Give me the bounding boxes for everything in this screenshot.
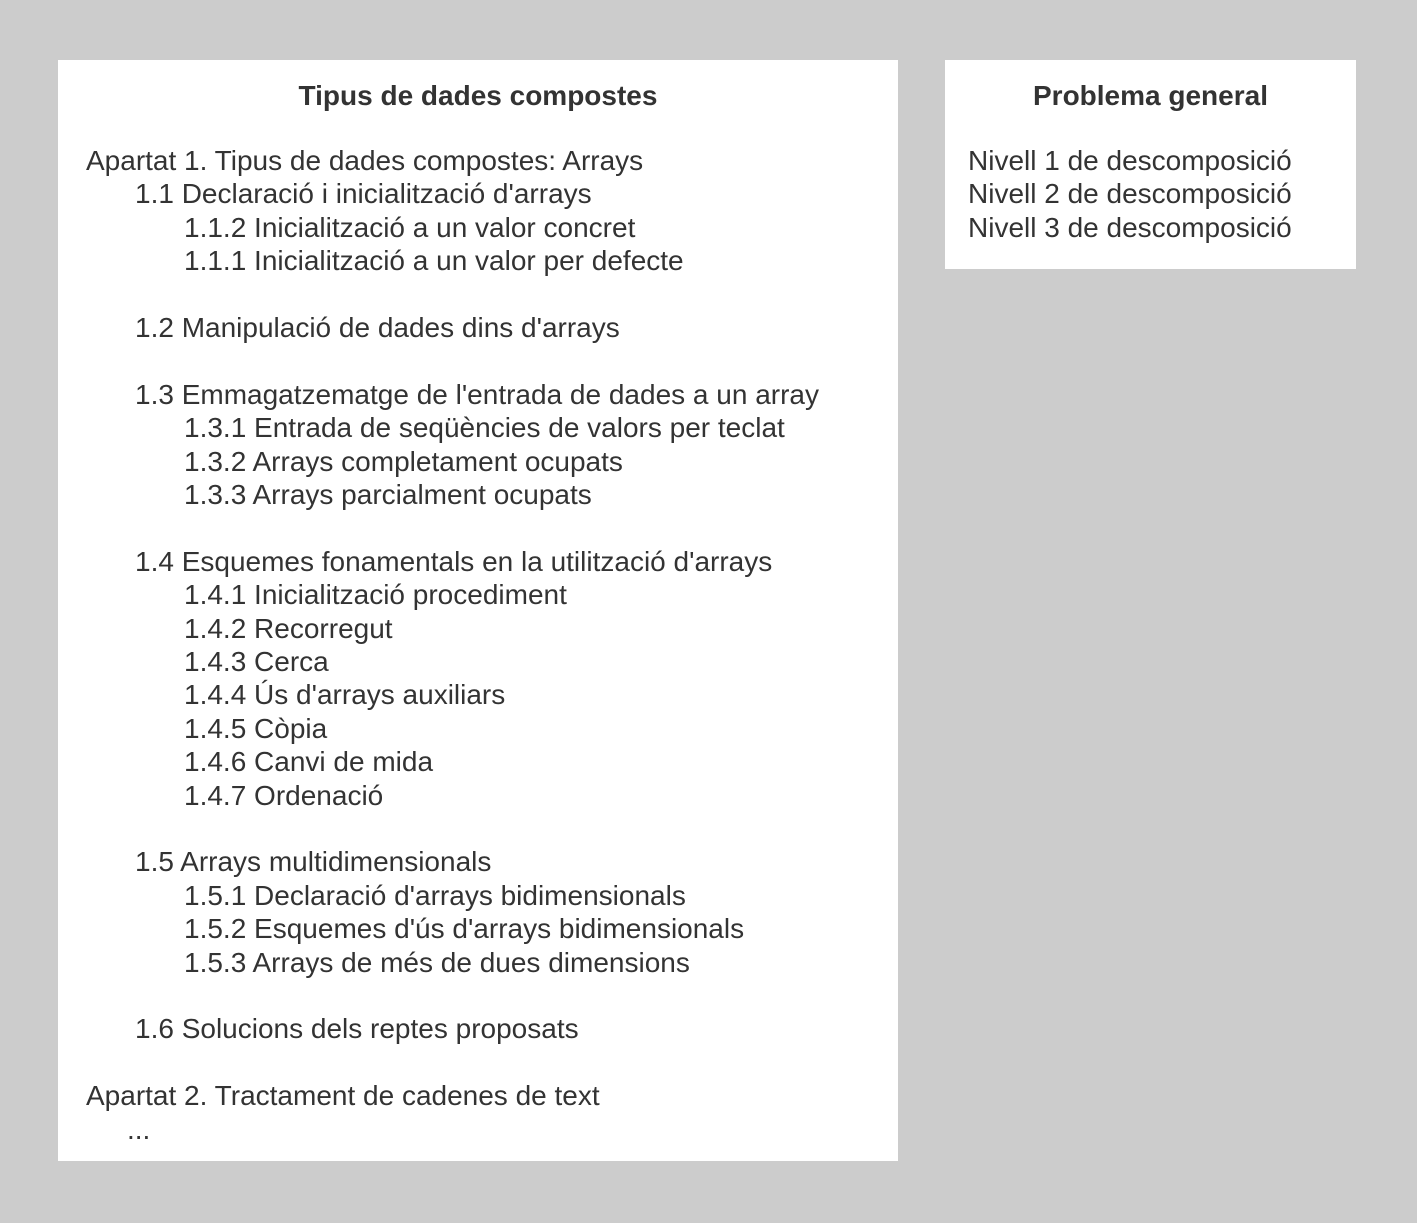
outline-item-level-2: 1.6 Solucions dels reptes proposats [135, 1013, 579, 1045]
legend-item: Nivell 1 de descomposició [968, 145, 1292, 176]
outline-title: Tipus de dades compostes [298, 80, 658, 111]
outline-item-level-3: 1.4.2 Recorregut [184, 612, 393, 644]
outline-item-level-3: 1.3.3 Arrays parcialment ocupats [184, 479, 592, 510]
outline-item-level-3: 1.5.2 Esquemes d'ús d'arrays bidimensionals [184, 913, 745, 945]
outline-item-level-2: 1.2 Manipulació de dades dins d'arrays [135, 312, 620, 343]
outline-item-level-3: 1.4.3 Cerca [184, 646, 329, 677]
outline-item-level-3: 1.1.2 Inicialització a un valor concret [184, 211, 636, 243]
outline-item-level-2: 1.5 Arrays multidimensionals [135, 846, 492, 878]
outline-item-level-3: 1.4.1 Inicialització procediment [184, 579, 567, 611]
outline-item-level-2: 1.3 Emmagatzematge de l'entrada de dades a un array [135, 378, 819, 410]
outline-item-level-3: 1.1.1 Inicialització a un valor per defecte [184, 245, 684, 277]
outline-item-level-3: 1.4.6 Canvi de mida [184, 746, 434, 778]
outline-panel [58, 60, 898, 1161]
outline-item-level-3: 1.3.2 Arrays completament ocupats [184, 445, 623, 477]
outline-item-level-2: 1.4 Esquemes fonamentals en la utilització d'arrays [135, 545, 773, 577]
legend-panel [945, 60, 1356, 269]
legend-title: Problema general [1033, 80, 1268, 111]
outline-item-level-1: Apartat 1. Tipus de dades compostes: Arrays [86, 145, 644, 176]
outline-item-level-3: 1.3.1 Entrada de seqüències de valors per teclat [184, 412, 785, 444]
outline-item-level-3: 1.5.1 Declaració d'arrays bidimensionals [184, 879, 686, 911]
outline-item-level-3: 1.4.7 Ordenació [184, 779, 384, 811]
legend-item: Nivell 2 de descomposició [968, 178, 1292, 210]
outline-item-level-2: 1.1 Declaració i inicialització d'arrays [135, 178, 592, 210]
outline-item-level-2: ... [127, 1113, 151, 1145]
legend-item: Nivell 3 de descomposició [968, 211, 1292, 243]
outline-item-level-3: 1.4.4 Ús d'arrays auxiliars [184, 679, 506, 711]
outline-item-level-3: 1.5.3 Arrays de més de dues dimensions [184, 946, 690, 978]
outline-item-level-1: Apartat 2. Tractament de cadenes de text [86, 1080, 600, 1112]
outline-item-level-3: 1.4.5 Còpia [184, 712, 328, 744]
